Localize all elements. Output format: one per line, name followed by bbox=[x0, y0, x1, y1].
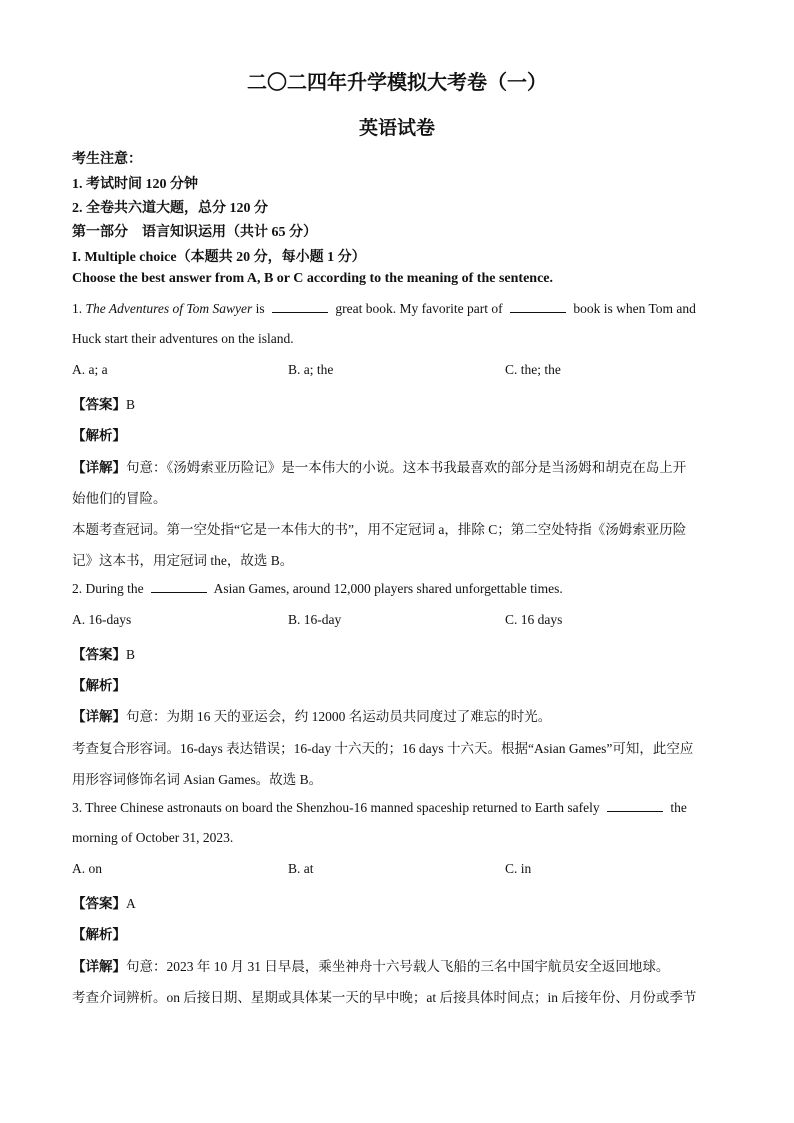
exam-title: 二〇二四年升学模拟大考卷（一） bbox=[247, 72, 547, 94]
detail-tag: 【详解】 bbox=[72, 460, 126, 475]
analysis-tag: 【解析】 bbox=[72, 927, 126, 942]
question-text: is bbox=[252, 301, 269, 316]
answer-blank bbox=[607, 799, 663, 812]
question-1-number: 1. bbox=[72, 301, 86, 316]
notice-item-2: 2. 全卷共六道大题，总分 120 分 bbox=[72, 201, 268, 216]
book-title: The Adventures of Tom Sawyer bbox=[85, 301, 253, 316]
analysis-tag: 【解析】 bbox=[72, 428, 126, 443]
detail-text: 句意：为期 16 天的亚运会，约 12000 名运动员共同度过了难忘的时光。 bbox=[126, 709, 552, 724]
detail-text: 始他们的冒险。 bbox=[72, 491, 167, 506]
explanation-text: 用形容词修饰名词 Asian Games。故选 B。 bbox=[72, 772, 323, 787]
option-c: C. the; the bbox=[505, 362, 561, 377]
option-b: B. 16-day bbox=[288, 612, 342, 627]
answer-line bbox=[72, 393, 722, 413]
detail-line bbox=[72, 955, 722, 975]
explanation-text: 考查介词辨析。on 后接日期、星期或具体某一天的早中晚；at 后接具体时间点；in 后接年份、月份或季节 bbox=[72, 990, 697, 1005]
part-heading: 第一部分 语言知识运用（共计 65 分） bbox=[72, 225, 317, 240]
answer-blank bbox=[510, 300, 566, 313]
question-3-continued: morning of October 31, 2023. bbox=[72, 830, 234, 845]
explanation-text: 考查复合形容词。16-days 表达错误；16-day 十六天的；16 days 十六天。根据“Asian Games”可知，此空应 bbox=[72, 741, 694, 756]
answer-blank bbox=[151, 580, 207, 593]
explanation-text: 记》这本书，用定冠词 the，故选 B。 bbox=[72, 553, 294, 568]
answer-value: B bbox=[126, 397, 136, 412]
question-text: 3. Three Chinese astronauts on board the Shenzhou-16 manned spaceship returned to Earth safely bbox=[72, 800, 603, 815]
answer-line bbox=[72, 643, 722, 663]
detail-text: 句意：2023 年 10 月 31 日早晨，乘坐神舟十六号载人飞船的三名中国宇航员安全返回地球。 bbox=[126, 959, 670, 974]
answer-value: A bbox=[126, 896, 136, 911]
question-1 bbox=[72, 300, 722, 317]
answer-tag: 【答案】 bbox=[72, 896, 126, 911]
option-a: A. 16-days bbox=[72, 612, 132, 627]
question-text: Asian Games, around 12,000 players shared unforgettable times. bbox=[211, 581, 563, 596]
notice-item-1: 1. 考试时间 120 分钟 bbox=[72, 177, 198, 192]
detail-text: 句意：《汤姆索亚历险记》是一本伟大的小说。这本书我最喜欢的部分是当汤姆和胡克在岛上开 bbox=[126, 460, 687, 475]
answer-line bbox=[72, 892, 722, 912]
question-2 bbox=[72, 580, 722, 597]
question-text: the bbox=[666, 800, 687, 815]
question-text: 2. During the bbox=[72, 581, 147, 596]
section-heading: I. Multiple choice（本题共 20 分，每小题 1 分） bbox=[72, 250, 366, 265]
question-text: great book. My favorite part of bbox=[332, 301, 506, 316]
option-c: C. in bbox=[505, 861, 532, 876]
answer-value: B bbox=[126, 647, 136, 662]
answer-tag: 【答案】 bbox=[72, 647, 126, 662]
explanation-text: 本题考查冠词。第一空处指“它是一本伟大的书”，用不定冠词 a，排除 C；第二空处特指《汤姆索亚历险 bbox=[72, 522, 687, 537]
option-b: B. at bbox=[288, 861, 314, 876]
option-a: A. on bbox=[72, 861, 102, 876]
detail-line bbox=[72, 456, 722, 476]
option-a: A. a; a bbox=[72, 362, 108, 377]
detail-line bbox=[72, 705, 722, 725]
question-text: book is when Tom and bbox=[569, 301, 696, 316]
analysis-tag: 【解析】 bbox=[72, 678, 126, 693]
answer-blank bbox=[272, 300, 328, 313]
answer-tag: 【答案】 bbox=[72, 397, 126, 412]
question-3 bbox=[72, 799, 722, 816]
option-b: B. a; the bbox=[288, 362, 334, 377]
notice-heading: 考生注意： bbox=[72, 152, 142, 167]
option-c: C. 16 days bbox=[505, 612, 563, 627]
detail-tag: 【详解】 bbox=[72, 959, 126, 974]
question-1-continued: Huck start their adventures on the island. bbox=[72, 331, 294, 346]
exam-subtitle: 英语试卷 bbox=[358, 118, 435, 139]
section-instruction: Choose the best answer from A, B or C according to the meaning of the sentence. bbox=[72, 271, 554, 286]
detail-tag: 【详解】 bbox=[72, 709, 126, 724]
